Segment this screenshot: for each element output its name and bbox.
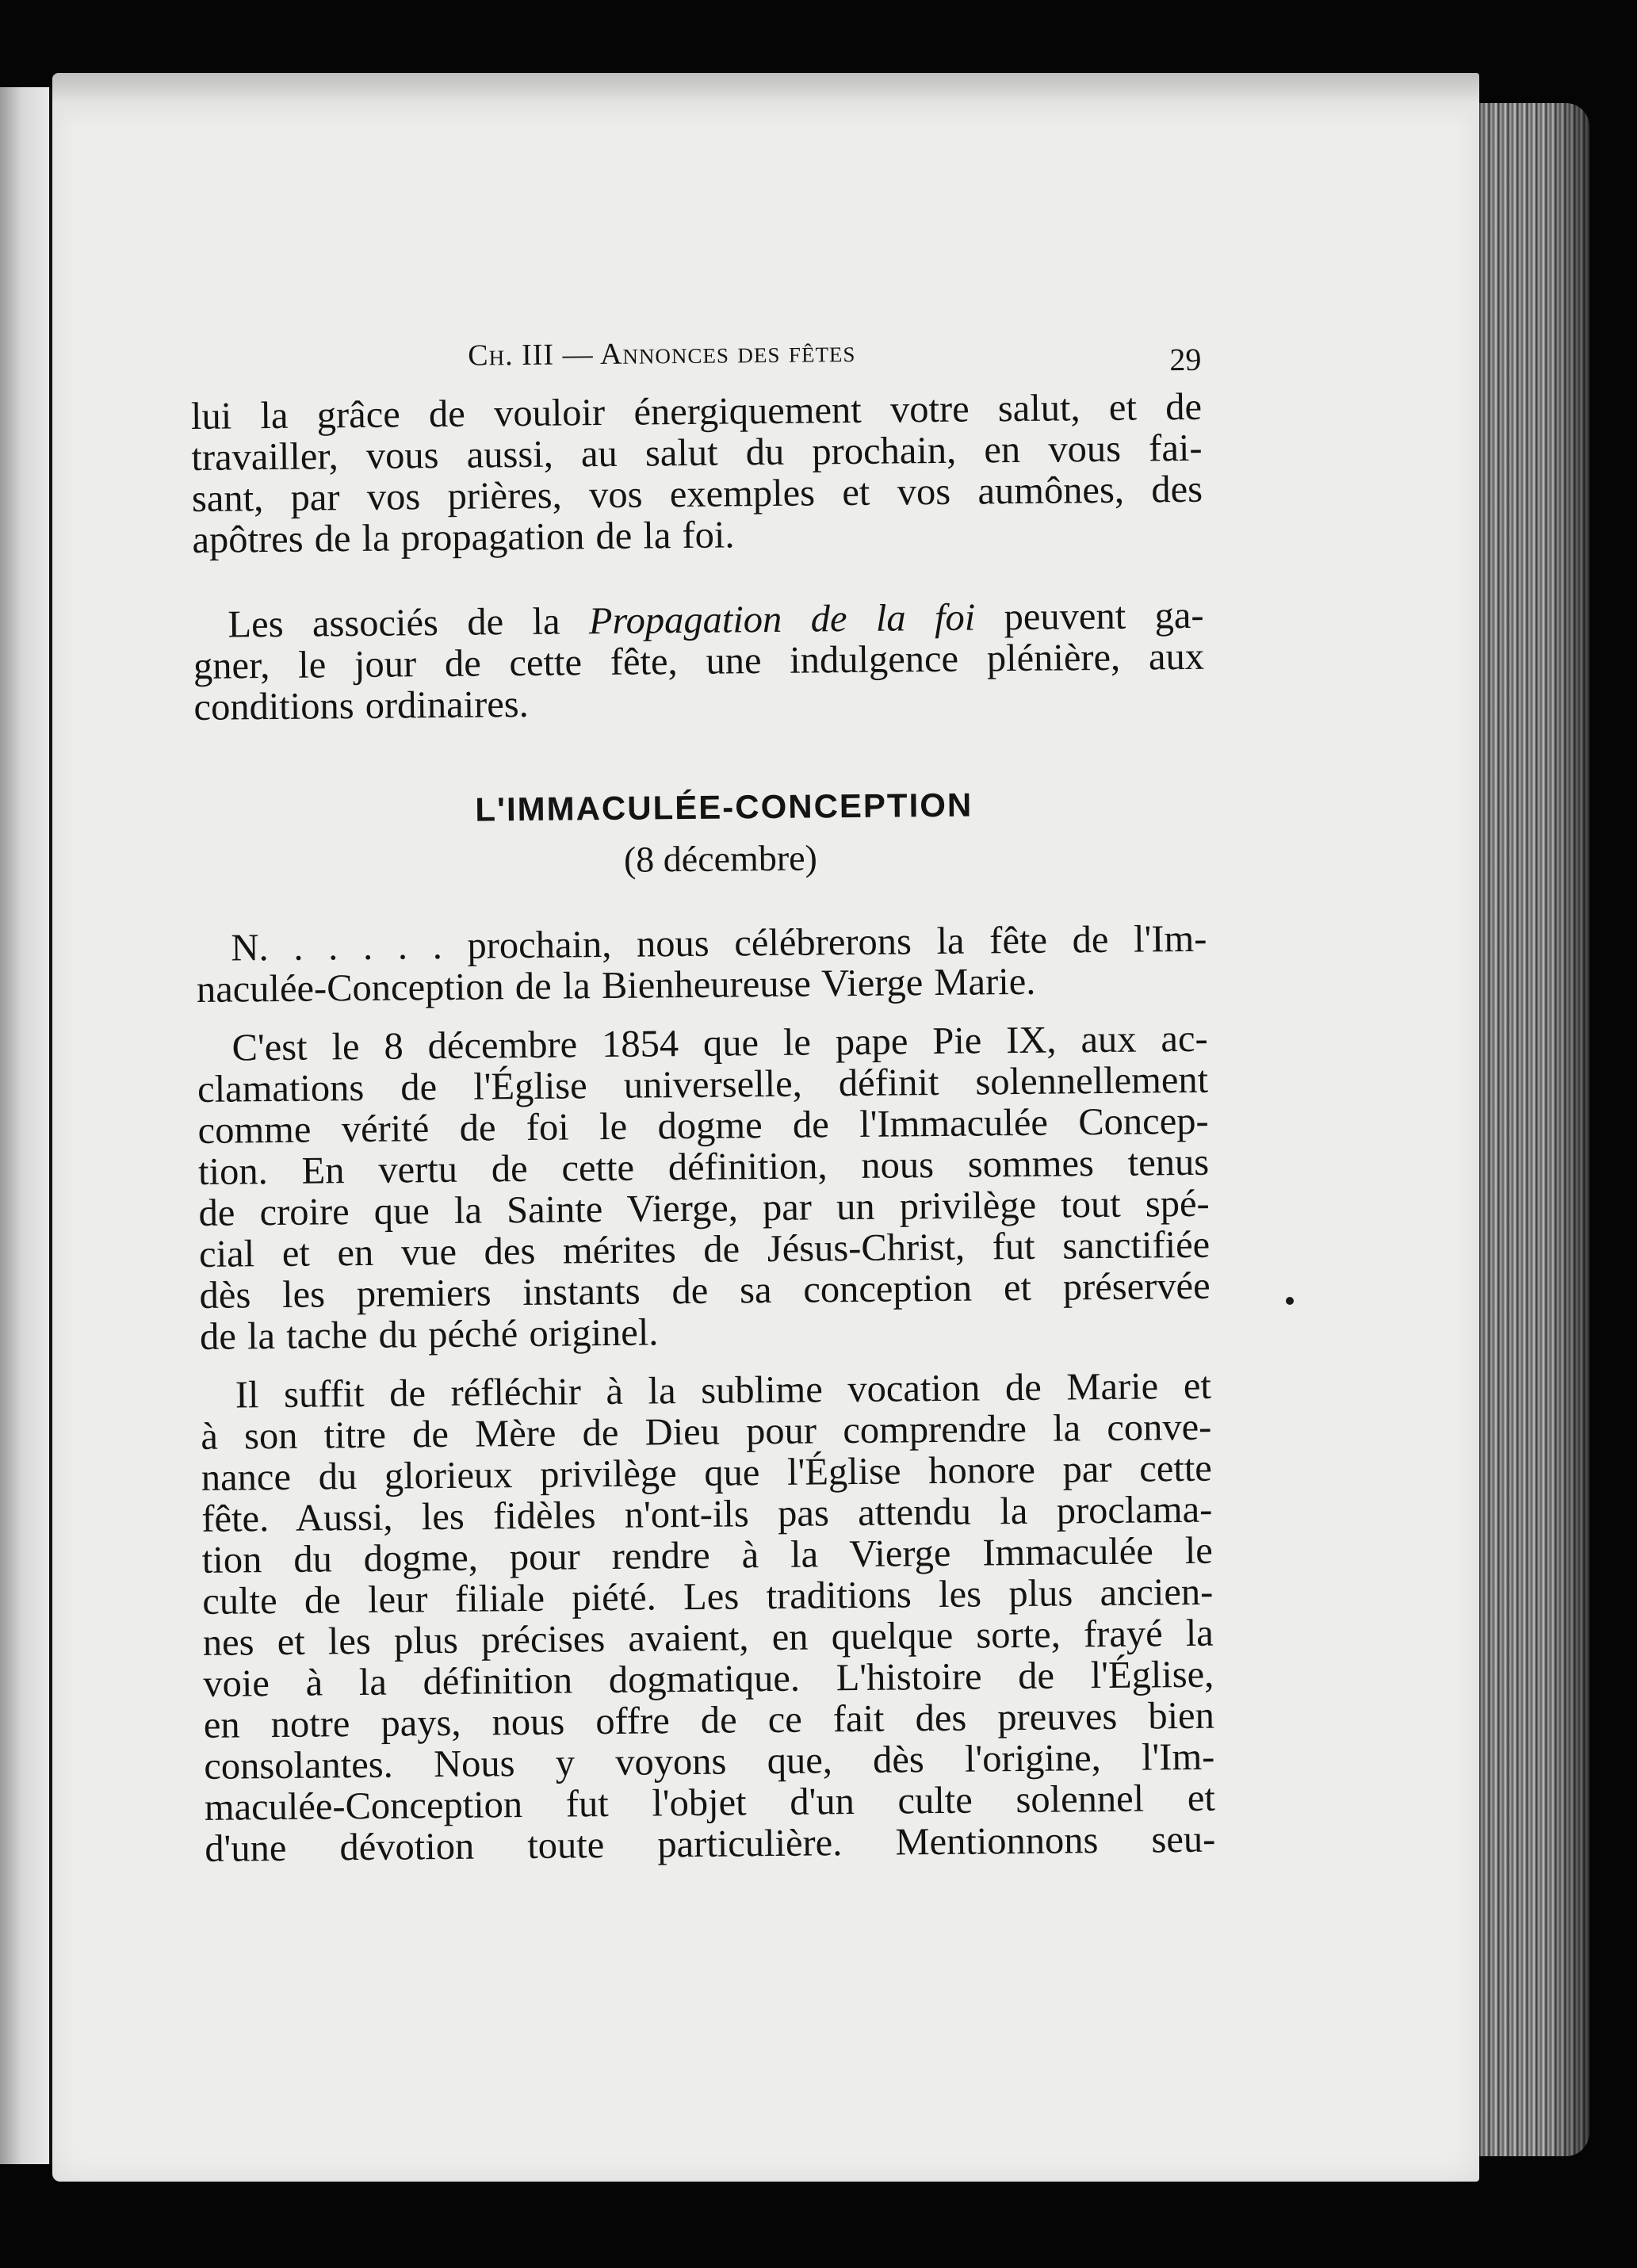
- text-line: C'est le 8 décembre 1854 que le pape Pie IX, aux ac-: [231, 1017, 1208, 1069]
- text-line: maculée-Conception fut l'objet d'un culte solennel et: [204, 1777, 1216, 1829]
- text-line: tion. En vertu de cette définition, nous sommes tenus: [197, 1141, 1210, 1193]
- text-line: sant, par vos prières, vos exemples et vos aumônes, des: [191, 468, 1203, 520]
- text-line: voie à la définition dogmatique. L'histoire de l'Église,: [203, 1653, 1214, 1705]
- text-line: apôtres de la propagation de la foi.: [192, 514, 735, 561]
- paragraph-dogma: [197, 1019, 1211, 1358]
- paragraph-continuation: [191, 387, 1203, 561]
- ink-speck: [1286, 1297, 1294, 1305]
- text-line: lui la grâce de vouloir énergiquement votre salut, et de: [190, 385, 1203, 438]
- running-title: Ch. III — Annonces des fêtes: [468, 335, 856, 373]
- left-page-strip: [0, 87, 52, 2164]
- page-text-block: [190, 323, 1216, 1870]
- paragraph-indulgence: [193, 595, 1204, 729]
- paragraph-announcement: [196, 919, 1207, 1011]
- text-line: naculée-Conception de la Bienheureuse Vierge Marie.: [196, 960, 1036, 1011]
- text-line: clamations de l'Église universelle, définit solennellement: [197, 1058, 1209, 1111]
- section-title: L'IMMACULÉE-CONCEPTION: [475, 786, 973, 828]
- text-line: cial et en vue des mérites de Jésus-Christ, fut sanctifiée: [198, 1223, 1211, 1276]
- page-top-edge: [52, 73, 1479, 128]
- text-line: gner, le jour de cette fête, une indulgence plénière, aux: [193, 635, 1205, 687]
- text-line: fête. Aussi, les fidèles n'ont-ils pas attendu la proclama-: [201, 1488, 1213, 1540]
- text-line: conditions ordinaires.: [193, 683, 530, 729]
- text-line: nance du glorieux privilège que l'Église honore par cette: [201, 1447, 1213, 1499]
- page-number: 29: [1169, 341, 1202, 378]
- text-run: peuvent ga-: [974, 594, 1204, 639]
- text-line: Il suffit de réfléchir à la sublime vocation de Marie et: [235, 1364, 1212, 1417]
- text-line: comme vérité de foi le dogme de l'Immaculée Concep-: [197, 1100, 1209, 1152]
- paragraph-history: [201, 1366, 1216, 1870]
- text-run: Les associés de la: [228, 600, 590, 646]
- text-line: de la tache du péché originel.: [199, 1311, 659, 1358]
- running-head: [190, 323, 1202, 396]
- text-line: tion du dogme, pour rendre à la Vierge Immaculée le: [201, 1529, 1214, 1581]
- text-line: d'une dévotion toute particulière. Mentionnons seu-: [205, 1818, 1216, 1870]
- text-line: à son titre de Mère de Dieu pour comprendre la conve-: [201, 1406, 1212, 1458]
- text-line: en notre pays, nous offre de ce fait des preuves bien: [203, 1694, 1215, 1746]
- text-line: travailler, vous aussi, au salut du prochain, en vous fai-: [191, 426, 1203, 479]
- text-line: de croire que la Sainte Vierge, par un privilège tout spé-: [198, 1182, 1210, 1234]
- text-line: N. . . . . . prochain, nous célébrerons la fête de l'Im-: [231, 917, 1207, 970]
- text-line: nes et les plus précises avaient, en quelque sorte, frayé la: [202, 1612, 1214, 1664]
- section-subtitle: (8 décembre): [623, 837, 818, 880]
- text-line: dès les premiers instants de sa conception et préservée: [199, 1264, 1211, 1317]
- text-line: consolantes. Nous y voyons que, dès l'origine, l'Im-: [204, 1735, 1215, 1788]
- italic-title: Propagation de la foi: [588, 596, 976, 643]
- text-line: culte de leur filiale piété. Les traditions les plus ancien-: [202, 1570, 1214, 1623]
